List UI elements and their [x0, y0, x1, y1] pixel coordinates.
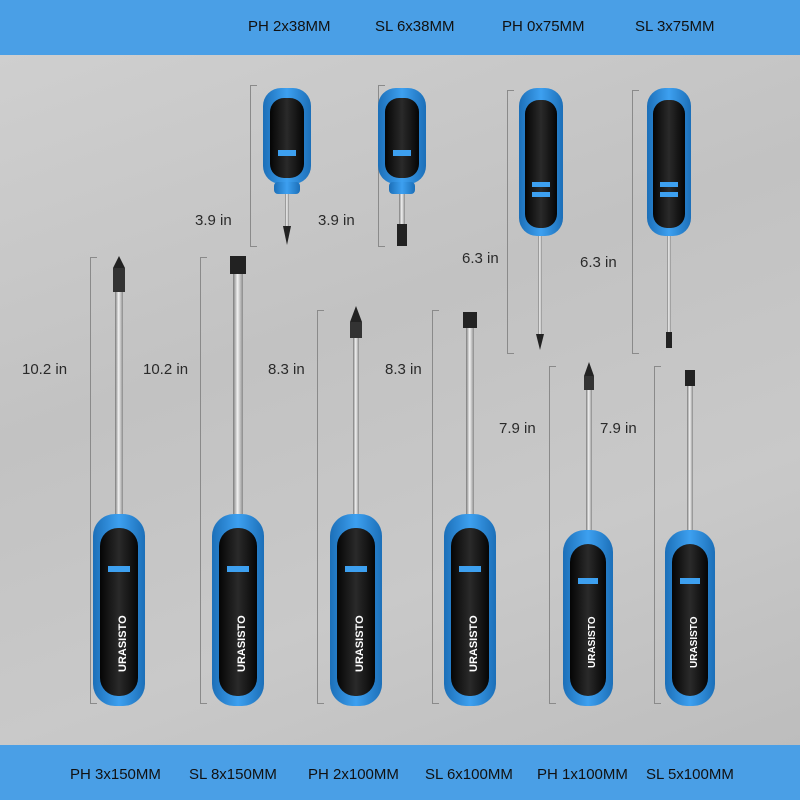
screwdriver-sl-5x100 — [665, 370, 715, 706]
label-sl-6x38: SL 6x38MM — [375, 18, 455, 35]
label-ph-2x38: PH 2x38MM — [248, 18, 331, 35]
screwdriver-sl-6x38 — [378, 88, 426, 246]
label-sl-3x75: SL 3x75MM — [635, 18, 715, 35]
label-ph-1x100: PH 1x100MM — [537, 766, 628, 783]
label-ph-0x75: PH 0x75MM — [502, 18, 585, 35]
brand-logo: URASISTO — [117, 615, 129, 672]
dimension-label: 3.9 in — [318, 212, 355, 229]
dimension-label: 7.9 in — [499, 420, 536, 437]
brand-logo: URASISTO — [236, 615, 248, 672]
screwdriver-sl-8x150 — [212, 256, 264, 706]
bottom-label-bar — [0, 745, 800, 800]
label-sl-6x100: SL 6x100MM — [425, 766, 513, 783]
dimension-label: 10.2 in — [143, 361, 189, 378]
label-ph-2x100: PH 2x100MM — [308, 766, 399, 783]
dimension-label: 3.9 in — [195, 212, 232, 229]
dimension-label: 7.9 in — [600, 420, 637, 437]
label-ph-3x150: PH 3x150MM — [70, 766, 161, 783]
label-sl-5x100: SL 5x100MM — [646, 766, 734, 783]
screwdriver-ph-2x38 — [263, 88, 311, 245]
brand-logo: URASISTO — [468, 615, 480, 672]
screwdriver-sl-6x100 — [444, 312, 496, 706]
dimension-label: 6.3 in — [580, 254, 617, 271]
screwdriver-ph-3x150 — [93, 256, 145, 706]
label-sl-8x150: SL 8x150MM — [189, 766, 277, 783]
brand-logo: URASISTO — [354, 615, 366, 672]
dimension-label: 6.3 in — [462, 250, 499, 267]
screwdriver-ph-2x100 — [330, 306, 382, 706]
dimension-label: 10.2 in — [22, 361, 68, 378]
brand-logo: URASISTO — [587, 616, 598, 668]
brand-logo: URASISTO — [689, 616, 700, 668]
screwdriver-ph-1x100 — [563, 362, 613, 706]
screwdriver-ph-0x75 — [519, 88, 563, 350]
dimension-label: 8.3 in — [385, 361, 422, 378]
screwdriver-sl-3x75 — [647, 88, 691, 348]
dimension-label: 8.3 in — [268, 361, 305, 378]
